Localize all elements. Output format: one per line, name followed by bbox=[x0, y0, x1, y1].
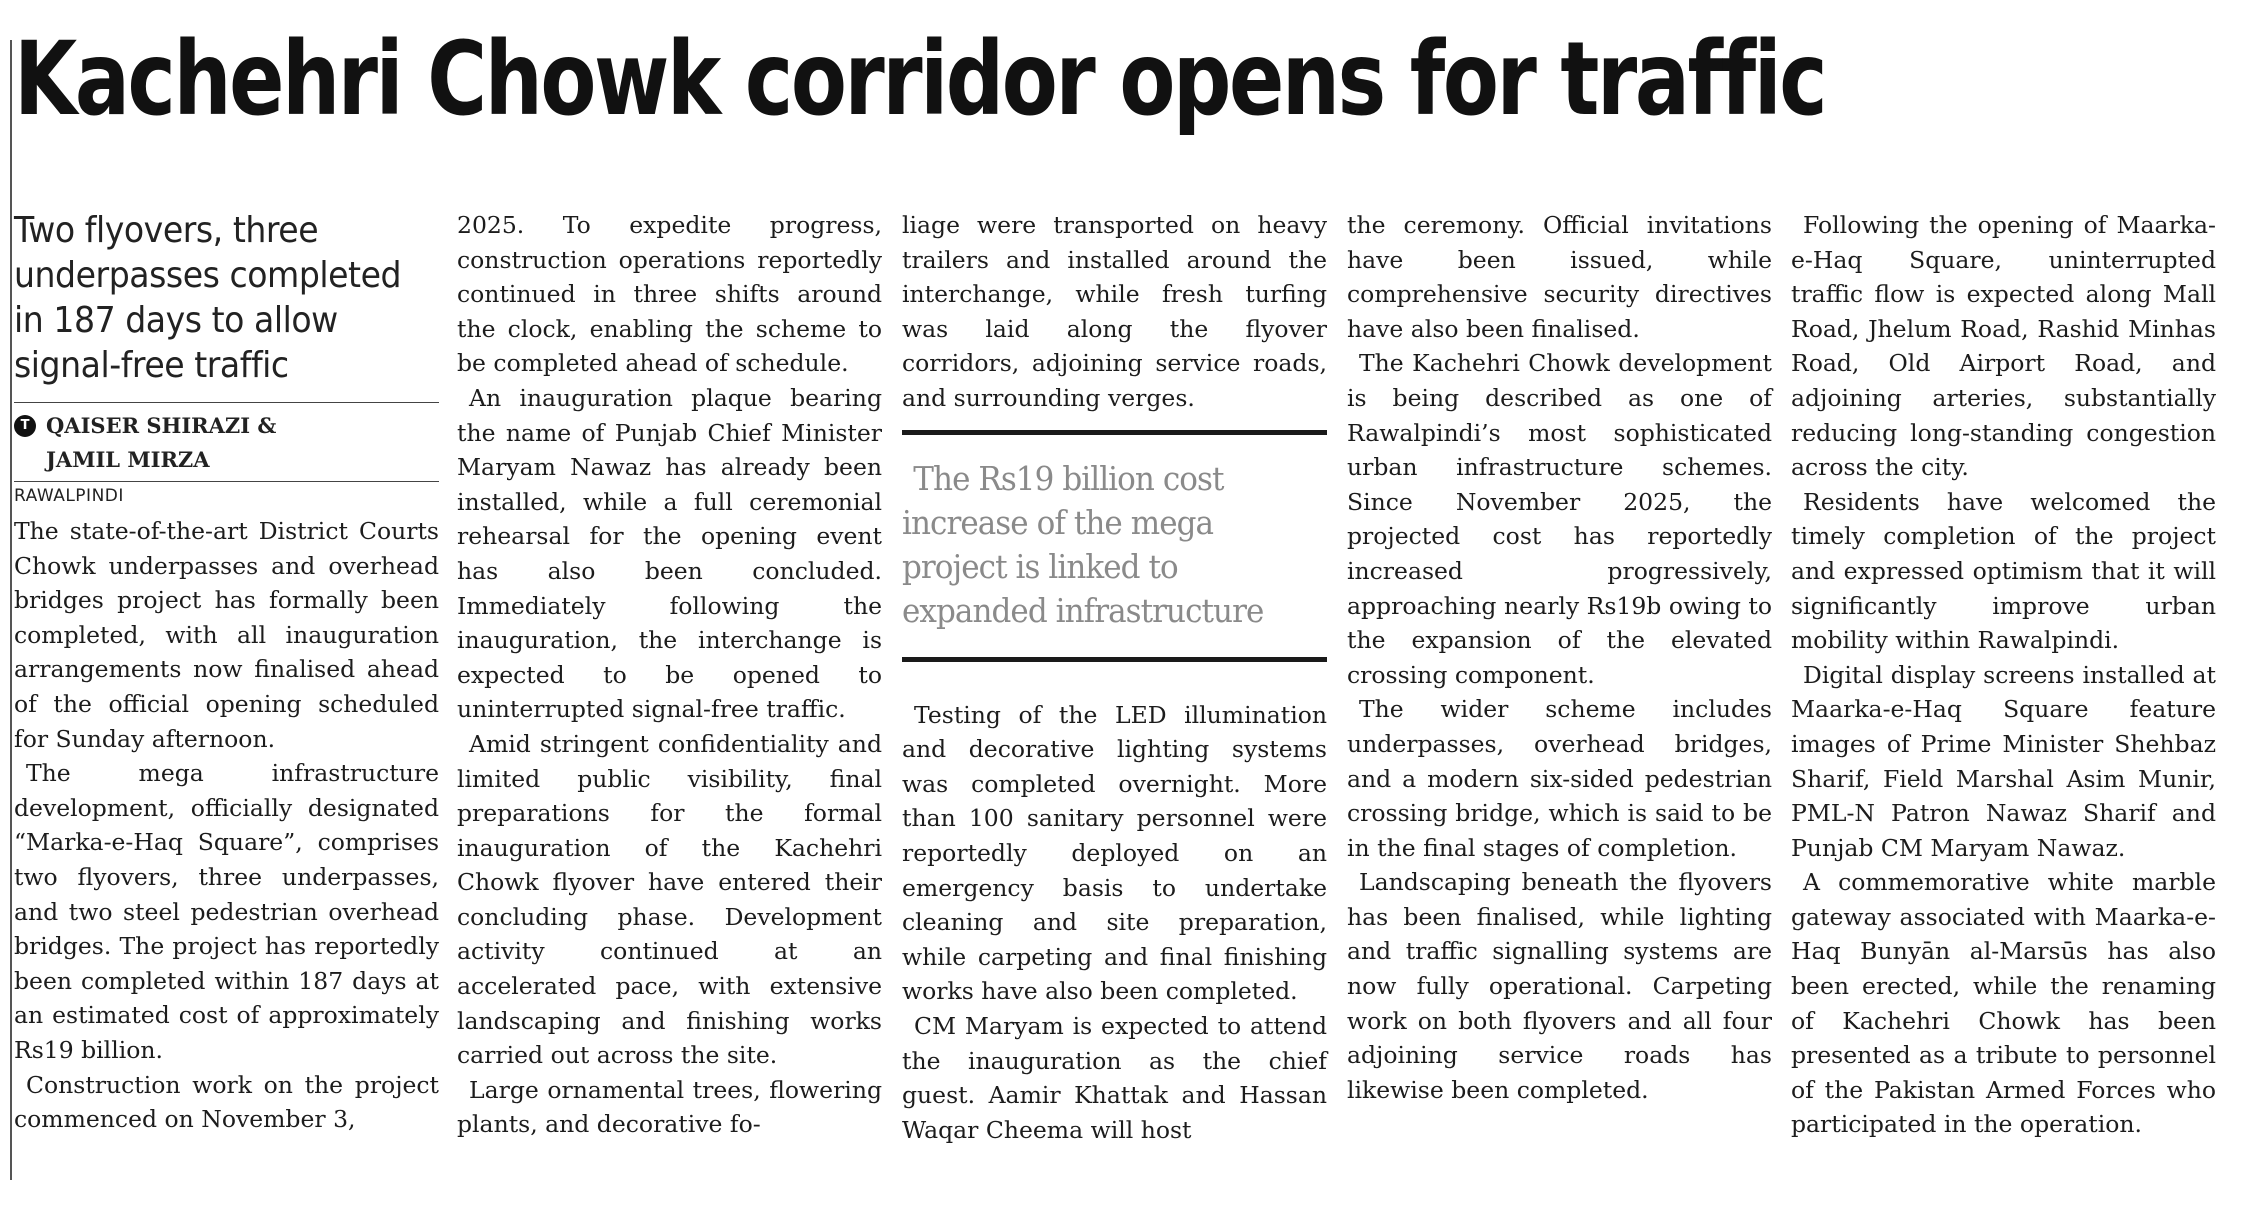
page-left-rule bbox=[10, 40, 12, 1180]
body-paragraph: the ceremony. Official invitations have been issued, while comprehensive security directives have also been finalised. bbox=[1347, 211, 1772, 343]
headline: Kachehri Chowk corridor opens for traffic bbox=[14, 20, 1826, 139]
body-paragraph: A commemorative white marble gateway associated with Maarka-e-Haq Bunyān al-Marsūs has also been erected, while the renaming of Kachehri Chowk has been presented as a tribute to personnel of the Pakistan Armed Forces who participated in the operation. bbox=[1791, 868, 2216, 1139]
body-paragraph: The Kachehri Chowk development is being described as one of Rawalpindi’s most sophisticated urban infrastructure schemes. Since November 2025, the projected cost has reportedly increased progressively, approaching nearly Rs19b owing to the expansion of the elevated crossing component. bbox=[1347, 349, 1772, 689]
column-5 bbox=[1791, 208, 2216, 1142]
author-line-2: JAMIL MIRZA bbox=[46, 447, 210, 472]
pull-quote-text: The Rs19 billion cost increase of the mega project is linked to expanded infrastructure bbox=[902, 458, 1264, 630]
subheadline: Two flyovers, three underpasses completed in 187 days to allow signal-free traffic bbox=[14, 210, 402, 386]
body-paragraph: Following the opening of Maarka-e-Haq Square, uninterrupted traffic flow is expected along Mall Road, Jhelum Road, Rashid Minhas Road, Old Airport Road, and adjoining arteries, substantially reducing long-standing congestion across the city. bbox=[1791, 211, 2216, 482]
column-4 bbox=[1347, 208, 1772, 1107]
body-paragraph: An inauguration plaque bearing the name of Punjab Chief Minister Maryam Nawaz has already been installed, while a full ceremonial rehearsal for the opening event has also been concluded. Immediately following the inauguration, the interchange is expected to be opened to uninterrupted signal-free traffic. bbox=[457, 383, 882, 724]
body-paragraph: 2025. To expedite progress, construction operations reportedly continued in three shifts around the clock, enabling the scheme to be completed ahead of schedule. bbox=[457, 211, 882, 378]
body-paragraph: Amid stringent confidentiality and limited public visibility, final preparations for the formal inauguration of the Kachehri Chowk flyover have entered their concluding phase. Development activity continued at an accelerated pace, with extensive landscaping and finishing works carried out across the site. bbox=[457, 729, 882, 1070]
column-2 bbox=[457, 208, 882, 1142]
column-1 bbox=[14, 208, 439, 1137]
body-paragraph: Large ornamental trees, flowering plants, and decorative fo- bbox=[457, 1075, 882, 1139]
body-paragraph: Landscaping beneath the flyovers has been finalised, while lighting and traffic signalling systems are now fully operational. Carpeting work on both flyovers and all four adjoining service roads has likewise been completed. bbox=[1347, 868, 1772, 1104]
body-paragraph: Digital display screens installed at Maarka-e-Haq Square feature images of Prime Minister Shehbaz Sharif, Field Marshal Asim Munir, PML-N Patron Nawaz Sharif and Punjab CM Maryam Nawaz. bbox=[1791, 660, 2216, 862]
author-line-1: QAISER SHIRAZI & bbox=[46, 413, 277, 438]
newspaper-logo-icon: T bbox=[14, 415, 36, 437]
body-paragraph: CM Maryam is expected to attend the inauguration as the chief guest. Aamir Khattak and Hassan Waqar Cheema will host bbox=[902, 1011, 1327, 1144]
body-paragraph: The state-of-the-art District Courts Chowk underpasses and overhead bridges project has formally been completed, with all inauguration arrangements now finalised ahead of the official opening scheduled for Sunday afternoon. bbox=[14, 517, 439, 753]
pull-quote bbox=[902, 430, 1327, 662]
body-paragraph: The mega infrastructure development, officially designated “Marka-e-Haq Square”, comprises two flyovers, three underpasses, and two steel pedestrian overhead bridges. The project has reportedly been completed within 187 days at an estimated cost of approximately Rs19 billion. bbox=[14, 759, 439, 1064]
body-paragraph: Testing of the LED illumination and decorative lighting systems was completed overnight. More than 100 sanitary personnel were reportedly deployed on an emergency basis to undertake cleaning and site preparation, while carpeting and final finishing works have also been completed. bbox=[902, 700, 1327, 1006]
body-paragraph: Residents have welcomed the timely completion of the project and expressed optimism that it will significantly improve urban mobility within Rawalpindi. bbox=[1791, 487, 2216, 655]
column-3 bbox=[902, 208, 1327, 1147]
body-paragraph: liage were transported on heavy trailers and installed around the interchange, while fresh turfing was laid along the flyover corridors, adjoining service roads, and surrounding verges. bbox=[902, 211, 1327, 412]
dateline: RAWALPINDI bbox=[14, 481, 439, 510]
body-paragraph: Construction work on the project commenced on November 3, bbox=[14, 1070, 439, 1134]
body-paragraph: The wider scheme includes underpasses, overhead bridges, and a modern six-sided pedestrian crossing bridge, which is said to be in the final stages of completion. bbox=[1347, 695, 1772, 862]
byline bbox=[14, 402, 439, 477]
